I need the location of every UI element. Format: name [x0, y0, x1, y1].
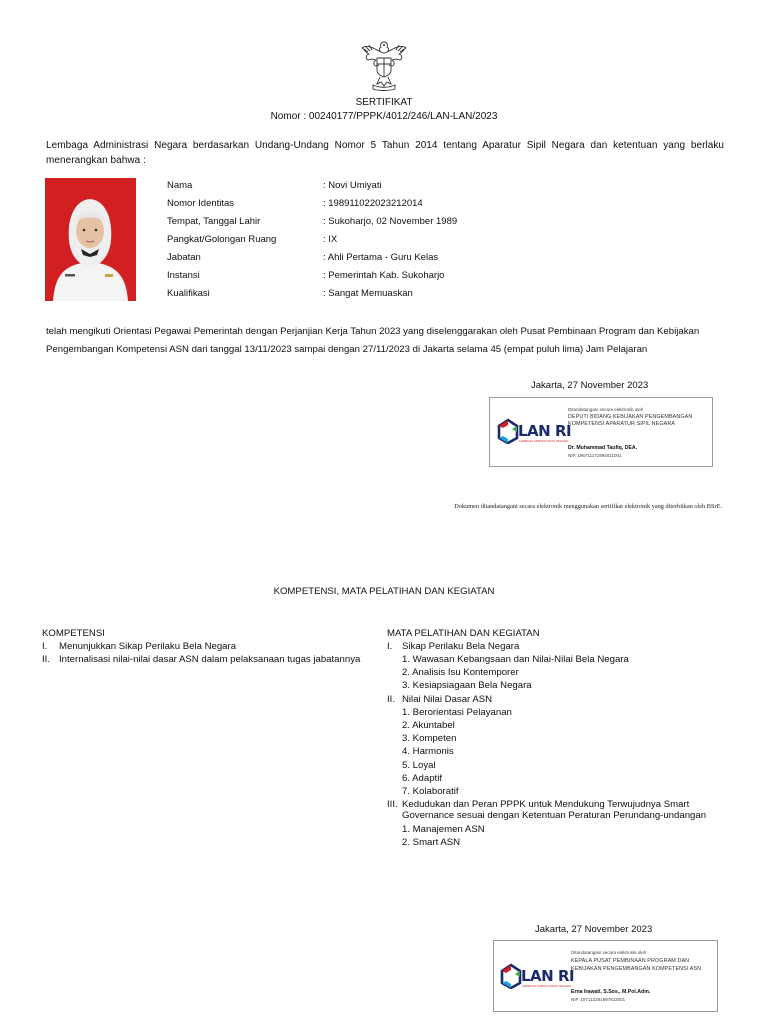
signed-note: Ditandatangani secara elektronik oleh [568, 407, 644, 412]
lan-ri-logo-text: LAN RI [518, 422, 572, 440]
certificate-number: Nomor : 00240177/PPPK/4012/246/LAN-LAN/2023 [270, 111, 498, 122]
identity-value-nomor: : 198911022023212014 [323, 198, 423, 209]
mata-pelatihan-heading: MATA PELATIHAN DAN KEGIATAN [387, 628, 540, 639]
lan-ri-logo-subtext: LEMBAGA ADMINISTRASI NEGARA [519, 439, 569, 443]
kompetensi-item-1: Menunjukkan Sikap Perilaku Bela Negara [59, 641, 237, 652]
list-item: 1. Berorientasi Pelayanan [402, 707, 512, 718]
list-item: 4. Harmonis [402, 746, 454, 757]
kompetensi-heading: KOMPETENSI [42, 628, 105, 639]
list-item: 5. Loyal [402, 760, 436, 771]
group-3-title: Kedudukan dan Peran PPPK untuk Mendukung Terwujudnya Smart [402, 799, 690, 810]
identity-label-kualifikasi: Kualifikasi [167, 288, 210, 299]
participant-photo [45, 178, 136, 301]
group-2-num: II. [387, 694, 395, 705]
signature2-place-date: Jakarta, 27 November 2023 [535, 924, 653, 935]
identity-label-pangkat: Pangkat/Golongan Ruang [167, 234, 277, 245]
group-3-num: III. [387, 799, 398, 810]
group-2-title: Nilai Nilai Dasar ASN [402, 694, 493, 705]
list-item: 7. Kolaboratif [402, 786, 459, 797]
kompetensi-num-1: I. [42, 641, 48, 652]
kompetensi-column [42, 627, 378, 667]
list-item: 2. Akuntabel [402, 720, 455, 731]
signed-note: Ditandatangani secara elektronik oleh [571, 950, 647, 955]
signer-title-line-2: KOMPETENSI APARATUR SIPIL NEGARA [568, 421, 676, 427]
signer-nip: NIP. 197112281997822001 [571, 997, 626, 1002]
list-item: 2. Analisis Isu Kontemporer [402, 667, 519, 678]
signature-place-date: Jakarta, 27 November 2023 [531, 380, 649, 391]
group-1-title: Sikap Perilaku Bela Negara [402, 641, 520, 652]
signer-name: Erna Irawati, S.Sos., M.Pol.Adm. [571, 989, 651, 995]
intro-paragraph: Lembaga Administrasi Negara berdasarkan Undang-Undang Nomor 5 Tahun 2014 tentang Aparatur Sipil Negara dan ketentuan yang berlaku menerangkan bahwa : [46, 140, 724, 166]
group-1-num: I. [387, 641, 393, 652]
body-line-2: Pengembangan Kompetensi ASN dari tanggal 13/11/2023 sampai dengan 27/11/2023 di Jakarta selama 45 (empat puluh lima) Jam Pelajaran [46, 344, 648, 355]
list-item: 3. Kesiapsiagaan Bela Negara [402, 680, 532, 691]
list-item: 1. Manajemen ASN [402, 824, 485, 835]
lan-ri-logo-icon [497, 418, 519, 444]
identity-label-ttl: Tempat, Tanggal Lahir [167, 216, 261, 227]
list-item: 2. Smart ASN [402, 837, 461, 848]
list-item: 1. Wawasan Kebangsaan dan Nilai-Nilai Bela Negara [402, 654, 629, 665]
identity-label-jabatan: Jabatan [167, 252, 201, 263]
signer-nip: NIP. 196711171994011001 [568, 453, 622, 458]
list-item: 3. Kompeten [402, 733, 457, 744]
electronic-signature-footnote: Dokumen ditandatangani secara elektronik menggunakan sertifikat elektronik yang diterbitkan oleh BSrE. [454, 503, 722, 510]
section-title: KOMPETENSI, MATA PELATIHAN DAN KEGIATAN [273, 586, 495, 597]
mata-pelatihan-column [387, 627, 747, 852]
identity-label-instansi: Instansi [167, 270, 200, 281]
body-line-1: telah mengikuti Orientasi Pegawai Pemerintah dengan Perjanjian Kerja Tahun 2023 yang diselenggarakan oleh Pusat Pembinaan Program dan Kebijakan [46, 326, 700, 337]
identity-label-nomor: Nomor Identitas [167, 198, 235, 209]
kompetensi-num-2: II. [42, 654, 50, 665]
signer-title-line-1: DEPUTI BIDANG KEBIJAKAN PENGEMBANGAN [568, 414, 693, 420]
signer-name: Dr. Muhammad Taufiq, DEA. [568, 445, 638, 451]
body-paragraph [46, 323, 736, 359]
certificate-header [0, 96, 768, 124]
certificate-title: SERTIFIKAT [355, 97, 413, 108]
identity-value-instansi: : Pemerintah Kab. Sukoharjo [323, 270, 445, 281]
signature-box-deputy [489, 397, 713, 467]
lan-ri-logo-subtext: LEMBAGA ADMINISTRASI NEGARA [522, 984, 572, 988]
portrait-image-icon [45, 178, 136, 301]
identity-label-nama: Nama [167, 180, 193, 191]
signature-box-head [493, 940, 718, 1012]
identity-value-nama: : Novi Umiyati [323, 180, 382, 191]
kompetensi-item-2: Internalisasi nilai-nilai dasar ASN dalam pelaksanaan tugas jabatannya [59, 654, 361, 665]
signer-title-line-1: KEPALA PUSAT PEMBINAAN PROGRAM DAN [571, 958, 690, 964]
signer-title-line-2: KEBIJAKAN PENGEMBANGAN KOMPETENSI ASN [571, 966, 702, 972]
lan-ri-logo-icon [500, 963, 522, 989]
garuda-emblem-icon [359, 38, 409, 94]
identity-value-kualifikasi: : Sangat Memuaskan [323, 288, 413, 299]
identity-value-jabatan: : Ahli Pertama - Guru Kelas [323, 252, 439, 263]
lan-ri-logo-text: LAN RI [521, 967, 575, 985]
list-item: 6. Adaptif [402, 773, 443, 784]
group-3-title-cont: Governance sesuai dengan Ketentuan Peraturan Perundang-undangan [402, 810, 707, 821]
identity-value-pangkat: : IX [323, 234, 338, 245]
identity-value-ttl: : Sukoharjo, 02 November 1989 [323, 216, 458, 227]
